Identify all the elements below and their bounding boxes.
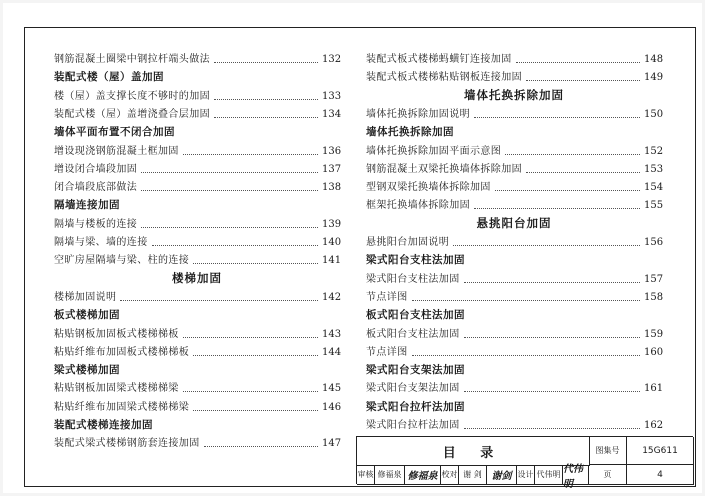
toc-entry-page: 144 — [322, 346, 342, 358]
check-name: 谢 剑 — [459, 465, 487, 485]
toc-entry — [366, 68, 662, 84]
toc-entry-page: 139 — [322, 218, 342, 230]
toc-entry-page: 132 — [322, 54, 342, 65]
toc-entry-page: 141 — [322, 255, 342, 267]
toc-chapter-heading: 楼梯加固 — [172, 270, 222, 285]
toc-section-heading: 梁式楼梯加固 — [54, 364, 120, 377]
review-signature: 修福泉 — [405, 465, 441, 485]
toc-entry-page: 146 — [322, 401, 342, 413]
toc-entry-page: 149 — [644, 72, 664, 84]
toc-section-heading: 装配式楼（屋）盖加固 — [54, 71, 164, 84]
toc-entry — [54, 142, 340, 158]
dot-leader — [141, 190, 318, 191]
toc-entry — [366, 416, 662, 432]
toc-entry — [54, 50, 340, 66]
atlas-label: 图集号 — [589, 437, 627, 465]
dot-leader — [526, 80, 640, 81]
dot-leader — [214, 117, 318, 118]
toc-chapter-heading: 悬挑阳台加固 — [476, 215, 552, 230]
toc-entry-title: 隔墙与楼板的连接 — [54, 218, 138, 230]
design-signature: 代伟明 — [563, 465, 589, 485]
dot-leader — [214, 99, 318, 100]
toc-entry-title: 闭合墙段底部做法 — [54, 182, 138, 194]
toc-entry-page: 158 — [644, 291, 664, 303]
toc-entry-page: 156 — [644, 237, 664, 248]
sheet-title: 目 录 — [357, 437, 590, 466]
toc-entry — [54, 178, 340, 194]
dot-leader — [516, 62, 640, 63]
toc-entry-title: 板式阳台支柱法加固 — [366, 328, 460, 340]
page-label: 页 — [589, 465, 627, 485]
toc-entry-page: 154 — [644, 182, 664, 194]
toc-entry — [366, 160, 662, 176]
toc-entry — [366, 105, 662, 121]
toc-entry — [366, 178, 662, 194]
toc-entry — [54, 251, 340, 267]
toc-entry-title: 装配式板式楼梯蚂蟥钉连接加固 — [366, 54, 512, 65]
toc-entry-page: 147 — [322, 438, 342, 450]
toc-entry — [366, 288, 662, 304]
toc-entry-title: 隔墙与梁、墙的连接 — [54, 237, 148, 248]
toc-entry-title: 粘贴钢板加固板式楼梯梯板 — [54, 328, 179, 340]
toc-section-heading: 梁式阳台拉杆法加固 — [366, 400, 465, 413]
toc-entry — [366, 196, 662, 212]
toc-entry-page: 162 — [644, 420, 664, 431]
toc-entry-title: 粘贴钢板加固梁式楼梯梯梁 — [54, 383, 179, 395]
toc-entry-page: 143 — [322, 328, 342, 340]
toc-entry-title: 粘贴纤维布加固板式楼梯梯板 — [54, 346, 190, 358]
toc-entry-title: 空旷房屋隔墙与梁、柱的连接 — [54, 255, 190, 267]
atlas-number: 15G611 — [627, 437, 694, 465]
dot-leader — [464, 282, 640, 283]
dot-leader — [120, 300, 318, 301]
toc-entry-page: 142 — [322, 291, 342, 303]
page-number: 4 — [627, 465, 694, 485]
toc-entry-title: 墙体托换拆除加固说明 — [366, 108, 470, 120]
review-name: 修福泉 — [375, 465, 405, 485]
toc-entry — [366, 325, 662, 341]
toc-entry-title: 装配式板式楼梯粘贴钢板连接加固 — [366, 72, 522, 84]
toc-section-heading: 墙体平面布置不闭合加固 — [54, 126, 175, 139]
toc-entry — [54, 233, 340, 249]
toc-entry-title: 装配式楼（屋）盖增浇叠合层加固 — [54, 108, 210, 120]
dot-leader — [412, 300, 640, 301]
toc-chapter-heading: 墙体托换拆除加固 — [464, 87, 564, 102]
toc-entry — [366, 270, 662, 286]
toc-entry-title: 节点详图 — [366, 291, 408, 303]
toc-section-heading: 梁式阳台支柱法加固 — [366, 254, 465, 267]
dot-leader — [141, 172, 318, 173]
toc-section-heading: 板式阳台支柱法加固 — [366, 309, 465, 322]
toc-entry-page: 148 — [644, 54, 664, 65]
toc-entry-title: 钢筋混凝土圈梁中钢拉杆端头做法 — [54, 54, 210, 65]
toc-entry — [366, 50, 662, 66]
toc-entry-page: 137 — [322, 163, 342, 175]
dot-leader — [214, 62, 318, 63]
toc-entry-page: 155 — [644, 200, 664, 212]
toc-entry-page: 157 — [644, 273, 664, 285]
toc-entry-title: 悬挑阳台加固说明 — [366, 237, 450, 248]
design-name: 代伟明 — [535, 465, 563, 485]
design-label: 设计 — [517, 465, 535, 485]
toc-entry — [366, 379, 662, 395]
toc-entry-title: 墙体托换拆除加固平面示意图 — [366, 145, 502, 157]
dot-leader — [141, 227, 318, 228]
toc-entry — [54, 288, 340, 304]
dot-leader — [453, 245, 640, 246]
dot-leader — [193, 355, 318, 356]
dot-leader — [505, 154, 640, 155]
dot-leader — [526, 172, 640, 173]
toc-section-heading: 梁式阳台支架法加固 — [366, 364, 465, 377]
toc-entry-page: 134 — [322, 108, 342, 120]
toc-entry — [54, 325, 340, 341]
toc-entry-page: 138 — [322, 182, 342, 194]
dot-leader — [183, 391, 318, 392]
toc-entry-page: 153 — [644, 163, 664, 175]
toc-entry-page: 133 — [322, 90, 342, 102]
title-block — [356, 436, 693, 490]
toc-entry — [54, 215, 340, 231]
dot-leader — [464, 391, 640, 392]
toc-entry-title: 粘贴纤维布加固梁式楼梯梯梁 — [54, 401, 190, 413]
toc-entry-page: 140 — [322, 237, 342, 248]
toc-entry — [54, 343, 340, 359]
toc-entry — [366, 233, 662, 249]
toc-entry-title: 钢筋混凝土双梁托换墙体拆除加固 — [366, 163, 522, 175]
toc-entry-title: 装配式梁式楼梯钢筋套连接加固 — [54, 438, 200, 450]
toc-section-heading: 板式楼梯加固 — [54, 309, 120, 322]
toc-entry-title: 框架托换墙体拆除加固 — [366, 200, 470, 212]
toc-entry-title: 型钢双梁托换墙体拆除加固 — [366, 182, 491, 194]
dot-leader — [464, 337, 640, 338]
dot-leader — [183, 154, 318, 155]
toc-entry-title: 增设现浇钢筋混凝土框加固 — [54, 145, 179, 157]
toc-entry — [54, 434, 340, 450]
toc-entry-page: 150 — [644, 108, 664, 120]
toc-entry — [54, 379, 340, 395]
toc-entry — [54, 160, 340, 176]
toc-section-heading: 墙体托换拆除加固 — [366, 126, 454, 139]
dot-leader — [464, 428, 640, 429]
toc-entry — [366, 343, 662, 359]
toc-entry — [366, 142, 662, 158]
toc-entry-title: 梁式阳台支架法加固 — [366, 383, 460, 395]
dot-leader — [495, 190, 640, 191]
check-signature: 谢剑 — [487, 465, 517, 485]
toc-entry-page: 160 — [644, 346, 664, 358]
toc-entry — [54, 398, 340, 414]
dot-leader — [193, 263, 318, 264]
dot-leader — [183, 337, 318, 338]
toc-entry — [54, 87, 340, 103]
toc-entry-page: 145 — [322, 383, 342, 395]
toc-entry-page: 161 — [644, 383, 664, 395]
dot-leader — [474, 208, 640, 209]
dot-leader — [152, 245, 318, 246]
toc-entry-page: 136 — [322, 145, 342, 157]
toc-entry-title: 节点详图 — [366, 346, 408, 358]
dot-leader — [193, 410, 318, 411]
dot-leader — [474, 117, 640, 118]
dot-leader — [204, 446, 318, 447]
toc-entry-title: 楼梯加固说明 — [54, 291, 117, 303]
toc-entry-page: 152 — [644, 145, 664, 157]
check-label: 校对 — [441, 465, 459, 485]
review-label: 审核 — [357, 465, 375, 485]
toc-entry-title: 梁式阳台拉杆法加固 — [366, 420, 460, 431]
toc-section-heading: 装配式楼梯连接加固 — [54, 419, 153, 431]
toc-entry-page: 159 — [644, 328, 664, 340]
toc-entry — [54, 105, 340, 121]
toc-entry-title: 增设闭合墙段加固 — [54, 163, 138, 175]
dot-leader — [412, 355, 640, 356]
toc-entry-title: 梁式阳台支柱法加固 — [366, 273, 460, 285]
toc-section-heading: 隔墙连接加固 — [54, 199, 120, 212]
toc-entry-title: 楼（屋）盖支撑长度不够时的加固 — [54, 90, 210, 102]
